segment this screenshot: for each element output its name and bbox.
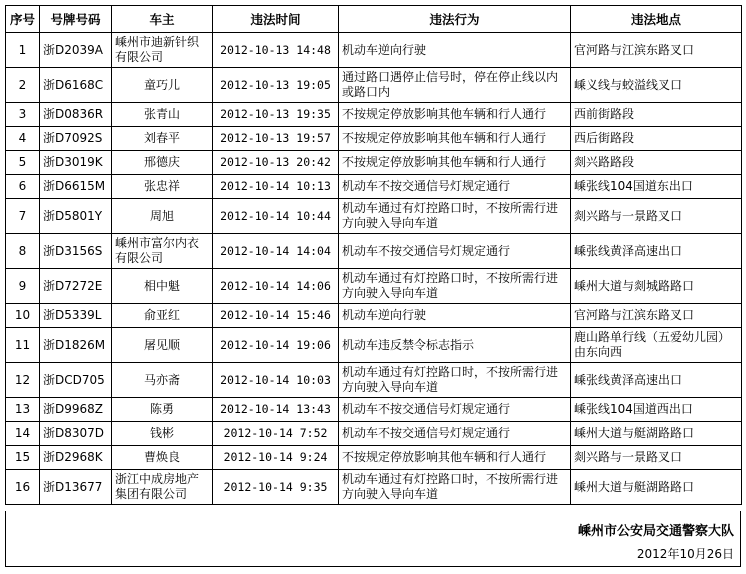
table-row	[6, 422, 742, 446]
cell-index: 13	[6, 398, 40, 422]
violation-table	[5, 5, 742, 505]
cell-time: 2012-10-13 14:48	[213, 33, 339, 68]
cell-action: 不按规定停放影响其他车辆和行人通行	[339, 103, 571, 127]
cell-owner: 钱彬	[112, 422, 213, 446]
cell-time: 2012-10-14 10:13	[213, 175, 339, 199]
cell-owner: 邢德庆	[112, 151, 213, 175]
cell-location: 嵊张线黄泽高速出口	[571, 234, 742, 269]
table-row	[6, 151, 742, 175]
cell-location: 嵊张线黄泽高速出口	[571, 363, 742, 398]
cell-time: 2012-10-14 9:24	[213, 446, 339, 470]
cell-owner: 相中魁	[112, 269, 213, 304]
cell-time: 2012-10-14 13:43	[213, 398, 339, 422]
cell-index: 1	[6, 33, 40, 68]
cell-index: 5	[6, 151, 40, 175]
table-row	[6, 304, 742, 328]
cell-location: 西前街路段	[571, 103, 742, 127]
cell-index: 12	[6, 363, 40, 398]
cell-time: 2012-10-14 9:35	[213, 470, 339, 505]
table-row	[6, 269, 742, 304]
header-plate: 号牌号码	[40, 6, 112, 33]
table-row	[6, 446, 742, 470]
table-row	[6, 127, 742, 151]
cell-plate: 浙D8307D	[40, 422, 112, 446]
cell-action: 机动车通过有灯控路口时，不按所需行进方向驶入导向车道	[339, 269, 571, 304]
table-header-row	[6, 6, 742, 33]
cell-location: 嵊张线104国道东出口	[571, 175, 742, 199]
cell-time: 2012-10-14 19:06	[213, 328, 339, 363]
cell-index: 11	[6, 328, 40, 363]
cell-time: 2012-10-13 20:42	[213, 151, 339, 175]
cell-location: 剡兴路与一景路叉口	[571, 199, 742, 234]
cell-index: 2	[6, 68, 40, 103]
cell-location: 官河路与江滨东路叉口	[571, 33, 742, 68]
cell-location: 嵊州大道与艇湖路路口	[571, 422, 742, 446]
cell-plate: 浙D9968Z	[40, 398, 112, 422]
cell-plate: 浙D1826M	[40, 328, 112, 363]
cell-location: 鹿山路单行线（五爱幼儿园）由东向西	[571, 328, 742, 363]
cell-owner: 张青山	[112, 103, 213, 127]
table-row	[6, 33, 742, 68]
cell-action: 不按规定停放影响其他车辆和行人通行	[339, 446, 571, 470]
cell-plate: 浙D2039A	[40, 33, 112, 68]
cell-plate: 浙D7272E	[40, 269, 112, 304]
cell-location: 嵊州大道与艇湖路路口	[571, 470, 742, 505]
cell-location: 嵊义线与蛟溢线叉口	[571, 68, 742, 103]
cell-action: 机动车不按交通信号灯规定通行	[339, 398, 571, 422]
cell-time: 2012-10-14 15:46	[213, 304, 339, 328]
cell-plate: 浙D0836R	[40, 103, 112, 127]
cell-time: 2012-10-13 19:05	[213, 68, 339, 103]
cell-action: 通过路口遇停止信号时，停在停止线以内或路口内	[339, 68, 571, 103]
cell-action: 机动车通过有灯控路口时，不按所需行进方向驶入导向车道	[339, 363, 571, 398]
cell-location: 剡兴路路段	[571, 151, 742, 175]
cell-time: 2012-10-13 19:57	[213, 127, 339, 151]
cell-action: 机动车通过有灯控路口时，不按所需行进方向驶入导向车道	[339, 470, 571, 505]
header-owner: 车主	[112, 6, 213, 33]
table-row	[6, 175, 742, 199]
cell-owner: 童巧儿	[112, 68, 213, 103]
cell-plate: 浙D5339L	[40, 304, 112, 328]
cell-plate: 浙D7092S	[40, 127, 112, 151]
cell-plate: 浙D3156S	[40, 234, 112, 269]
cell-time: 2012-10-14 10:03	[213, 363, 339, 398]
header-index: 序号	[6, 6, 40, 33]
cell-time: 2012-10-14 10:44	[213, 199, 339, 234]
footer	[5, 511, 741, 567]
cell-index: 6	[6, 175, 40, 199]
header-action: 违法行为	[339, 6, 571, 33]
cell-owner: 张忠祥	[112, 175, 213, 199]
table-row	[6, 328, 742, 363]
issuer-name: 嵊州市公安局交通警察大队	[577, 524, 734, 539]
table-row	[6, 103, 742, 127]
table-row	[6, 199, 742, 234]
cell-owner: 浙江中成房地产集团有限公司	[112, 470, 213, 505]
cell-time: 2012-10-14 7:52	[213, 422, 339, 446]
cell-index: 16	[6, 470, 40, 505]
cell-plate: 浙D13677	[40, 470, 112, 505]
table-row	[6, 470, 742, 505]
cell-owner: 刘春平	[112, 127, 213, 151]
cell-action: 不按规定停放影响其他车辆和行人通行	[339, 127, 571, 151]
cell-plate: 浙D5801Y	[40, 199, 112, 234]
header-location: 违法地点	[571, 6, 742, 33]
cell-action: 机动车通过有灯控路口时，不按所需行进方向驶入导向车道	[339, 199, 571, 234]
cell-plate: 浙D2968K	[40, 446, 112, 470]
cell-index: 10	[6, 304, 40, 328]
cell-location: 西后街路段	[571, 127, 742, 151]
cell-location: 官河路与江滨东路叉口	[571, 304, 742, 328]
cell-index: 14	[6, 422, 40, 446]
cell-action: 机动车逆向行驶	[339, 33, 571, 68]
cell-action: 不按规定停放影响其他车辆和行人通行	[339, 151, 571, 175]
cell-owner: 陈勇	[112, 398, 213, 422]
cell-owner: 嵊州市迪新针织有限公司	[112, 33, 213, 68]
issue-date: 2012年10月26日	[636, 547, 734, 561]
cell-time: 2012-10-14 14:04	[213, 234, 339, 269]
cell-location: 嵊州大道与剡城路路口	[571, 269, 742, 304]
cell-owner: 俞亚红	[112, 304, 213, 328]
cell-index: 9	[6, 269, 40, 304]
cell-index: 8	[6, 234, 40, 269]
cell-action: 机动车不按交通信号灯规定通行	[339, 175, 571, 199]
cell-index: 4	[6, 127, 40, 151]
cell-index: 3	[6, 103, 40, 127]
cell-action: 机动车不按交通信号灯规定通行	[339, 234, 571, 269]
cell-action: 机动车不按交通信号灯规定通行	[339, 422, 571, 446]
cell-time: 2012-10-13 19:35	[213, 103, 339, 127]
cell-plate: 浙D6615M	[40, 175, 112, 199]
cell-action: 机动车违反禁令标志指示	[339, 328, 571, 363]
cell-plate: 浙DCD705	[40, 363, 112, 398]
cell-location: 嵊张线104国道西出口	[571, 398, 742, 422]
cell-owner: 曹焕良	[112, 446, 213, 470]
header-time: 违法时间	[213, 6, 339, 33]
table-row	[6, 363, 742, 398]
cell-time: 2012-10-14 14:06	[213, 269, 339, 304]
cell-owner: 马亦斋	[112, 363, 213, 398]
cell-index: 7	[6, 199, 40, 234]
table-row	[6, 398, 742, 422]
cell-plate: 浙D3019K	[40, 151, 112, 175]
cell-plate: 浙D6168C	[40, 68, 112, 103]
cell-owner: 屠见顺	[112, 328, 213, 363]
table-row	[6, 234, 742, 269]
cell-owner: 周旭	[112, 199, 213, 234]
cell-index: 15	[6, 446, 40, 470]
cell-location: 剡兴路与一景路叉口	[571, 446, 742, 470]
table-row	[6, 68, 742, 103]
cell-owner: 嵊州市富尔内衣有限公司	[112, 234, 213, 269]
cell-action: 机动车逆向行驶	[339, 304, 571, 328]
